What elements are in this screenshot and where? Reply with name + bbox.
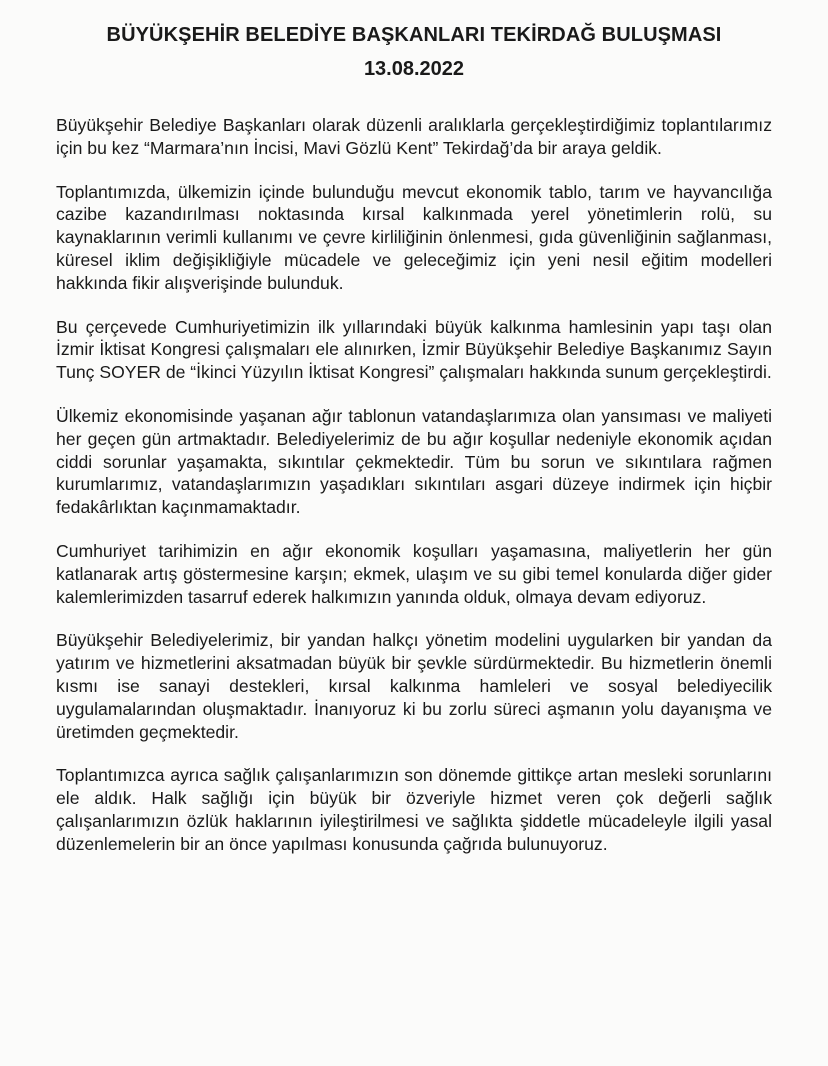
paragraph-economics-congress: Bu çerçevede Cumhuriyetimizin ilk yıllarındaki büyük kalkınma hamlesinin yapı taşı olan İzmir İktisat Kongresi çalışmaları ele alınırken, İzmir Büyükşehir Belediye Başkanımız Sayın Tunç SOYER de “İkinci Yüzyılın İktisat Kongresi” çalışmaları hakkında sunum gerçekleştirdi. [56,316,772,383]
paragraph-health-workers: Toplantımızca ayrıca sağlık çalışanlarımızın son dönemde gittikçe artan mesleki sorunlarını ele aldık. Halk sağlığı için büyük bir özveriyle hizmet veren çok değerli sağlık çalışanlarımızın özlük haklarının iyileştirilmesi ve sağlıkta şiddetle mücadeleyle ilgili yasal düzenlemelerin bir an önce yapılması konusunda çağrıda bulunuyoruz. [56,765,772,854]
paragraph-meeting-topics: Toplantımızda, ülkemizin içinde bulunduğu mevcut ekonomik tablo, tarım ve hayvancılığa cazibe kazandırılması noktasında kırsal kalkınmada yerel yönetimlerin rolü, su kaynaklarının verimli kullanımı ve çevre kirliliğinin önlenmesi, gıda güvenliğinin sağlanması, küresel iklim değişikliğiyle mücadele ve geleceğimiz için yeni nesil eğitim modelleri hakkında fikir alışverişinde bulunduk. [56,181,772,293]
paragraph-economic-situation: Ülkemiz ekonomisinde yaşanan ağır tablonun vatandaşlarımıza olan yansıması ve maliyeti her geçen gün artmaktadır. Belediyelerimiz de bu ağır koşullar nedeniyle ekonomik açıdan ciddi sorunlar yaşamakta, sıkıntılar çekmektedir. Tüm bu sorun ve sıkıntılara rağmen kurumlarımız, vatandaşlarımızın yaşadıkları sıkıntıları asgari düzeye indirmek için hiçbir fedakârlıktan kaçınmamaktadır. [56,405,772,518]
paragraph-intro: Büyükşehir Belediye Başkanları olarak düzenli aralıklarla gerçekleştirdiğimiz toplantılarımız için bu kez “Marmara’nın İncisi, Mavi Gözlü Kent” Tekirdağ’da bir araya geldik. [56,115,772,158]
document-date: 13.08.2022 [363,58,465,80]
paragraph-republic-history: Cumhuriyet tarihimizin en ağır ekonomik koşulları yaşamasına, maliyetlerin her gün katlanarak artış göstermesine karşın; ekmek, ulaşım ve su gibi temel konularda diğer gider kalemlerimizden tasarruf ederek halkımızın yanında olduk, olmaya devam ediyoruz. [56,540,772,607]
paragraph-municipal-services: Büyükşehir Belediyelerimiz, bir yandan halkçı yönetim modelini uygularken bir yandan da yatırım ve hizmetlerini aksatmadan büyük bir şevkle sürdürmektedir. Bu hizmetlerin önemli kısmı ise sanayi destekleri, kırsal kalkınma hamleleri ve sosyal belediyecilik uygulamalarından oluşmaktadır. İnanıyoruz ki bu zorlu süreci aşmanın yolu dayanışma ve üretimden geçmektedir. [56,630,772,742]
document-title: BÜYÜKŞEHİR BELEDİYE BAŞKANLARI TEKİRDAĞ BULUŞMASI [106,24,722,46]
